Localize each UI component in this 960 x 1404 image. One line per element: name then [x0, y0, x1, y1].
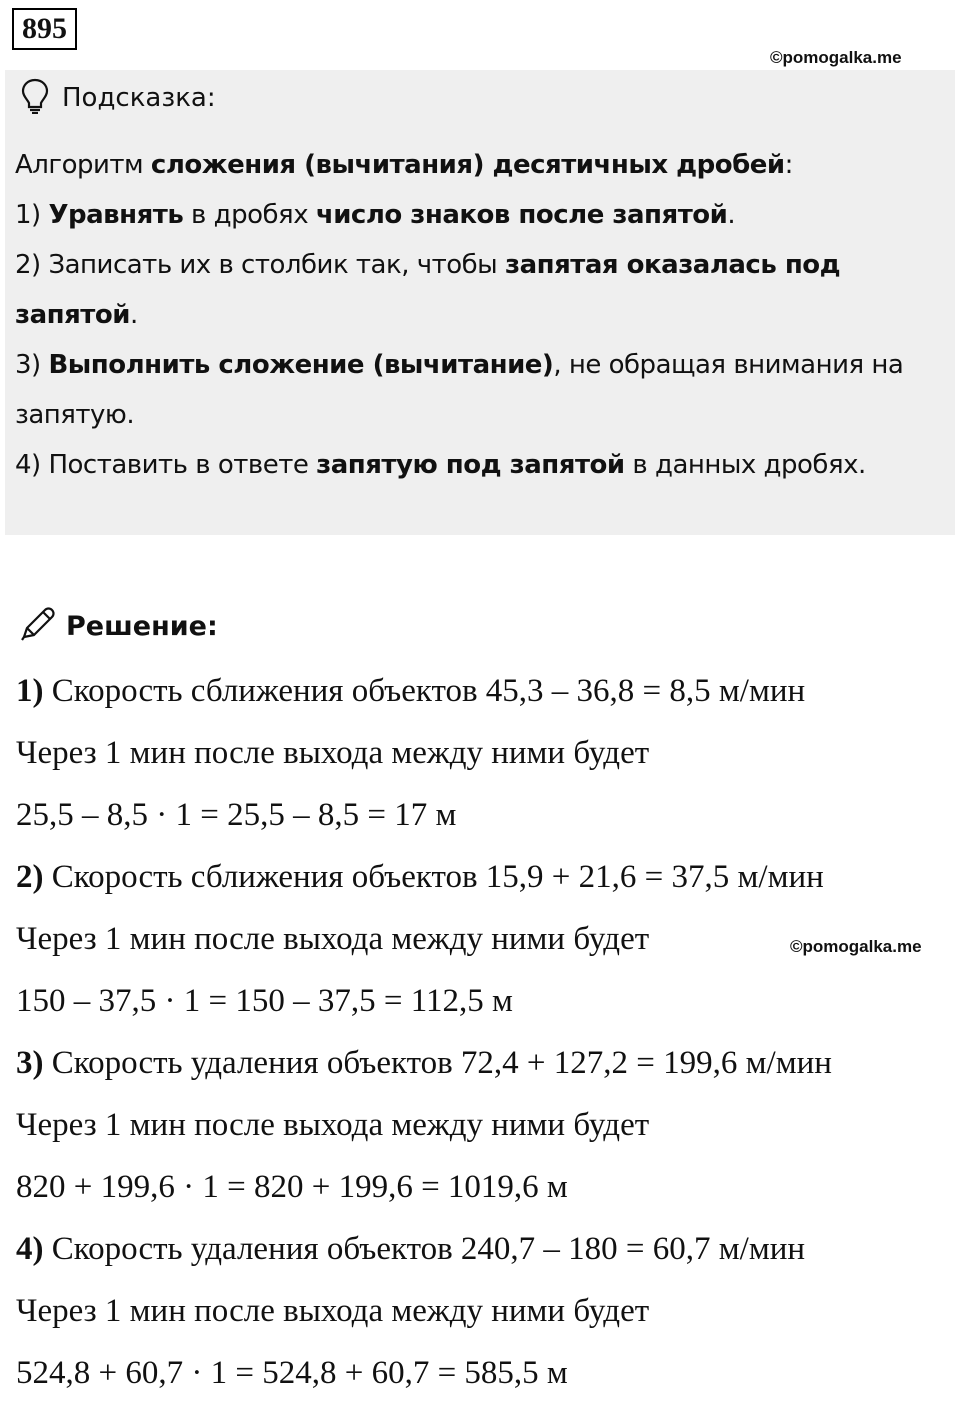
- solution-title: Решение:: [66, 610, 218, 642]
- hint-step-1: 1) Уравнять в дробях число знаков после запятой.: [15, 200, 736, 230]
- solution-line: 4) Скорость удаления объектов 240,7 – 180 = 60,7 м/мин: [16, 1231, 806, 1267]
- solution-line: 2) Скорость сближения объектов 15,9 + 21,6 = 37,5 м/мин: [16, 859, 824, 895]
- watermark: ©pomogalka.me: [790, 937, 922, 956]
- solution-line: Через 1 мин после выхода между ними будет: [16, 1293, 650, 1329]
- solution-line: 25,5 – 8,5 · 1 = 25,5 – 8,5 = 17 м: [16, 797, 457, 833]
- solution-line: 820 + 199,6 · 1 = 820 + 199,6 = 1019,6 м: [16, 1169, 568, 1205]
- hint-step-2: 2) Записать их в столбик так, чтобы запятая оказалась под запятой.: [15, 250, 841, 330]
- hint-intro: Алгоритм сложения (вычитания) десятичных дробей:: [15, 150, 793, 180]
- task-number: 895: [12, 8, 77, 50]
- hint-step-4: 4) Поставить в ответе запятую под запятой в данных дробях.: [15, 450, 866, 480]
- hint-step-3: 3) Выполнить сложение (вычитание), не обращая внимания на запятую.: [15, 350, 904, 430]
- solution-line: 150 – 37,5 · 1 = 150 – 37,5 = 112,5 м: [16, 983, 513, 1019]
- solution-body: [16, 660, 946, 1404]
- pencil-icon: [18, 605, 56, 647]
- solution-line: Через 1 мин после выхода между ними будет: [16, 1107, 650, 1143]
- solution-line: Через 1 мин после выхода между ними будет: [16, 735, 650, 771]
- solution-header: [18, 603, 218, 649]
- solution-line: 3) Скорость удаления объектов 72,4 + 127,2 = 199,6 м/мин: [16, 1045, 832, 1081]
- hint-text: [15, 140, 935, 490]
- solution-line: 1) Скорость сближения объектов 45,3 – 36,8 = 8,5 м/мин: [16, 673, 806, 709]
- watermark: ©pomogalka.me: [770, 48, 902, 67]
- hint-title: Подсказка:: [62, 83, 216, 113]
- hint-header: [20, 78, 216, 118]
- solution-line: 524,8 + 60,7 · 1 = 524,8 + 60,7 = 585,5 м: [16, 1355, 568, 1391]
- solution-line: Через 1 мин после выхода между ними будет: [16, 921, 650, 957]
- lightbulb-icon: [20, 78, 50, 118]
